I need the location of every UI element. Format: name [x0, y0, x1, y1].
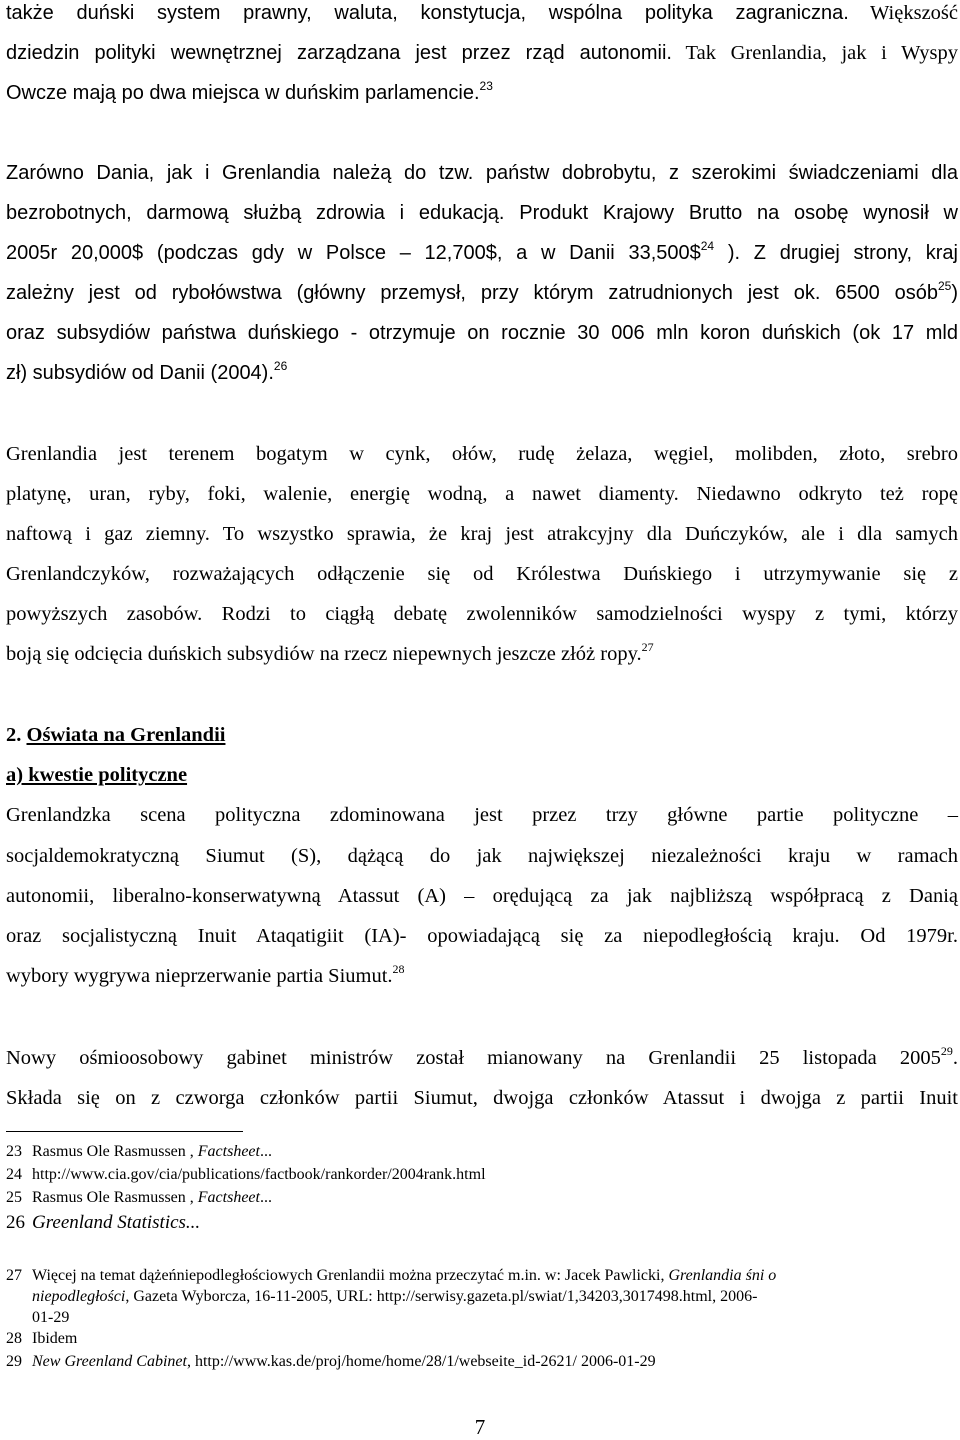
- text-run: To wszystko sprawia, że kraj jest atrakcyjny dla Duńczyków, ale i dla samych: [222, 523, 958, 545]
- footnote-italic: Factsheet: [197, 1143, 260, 1160]
- text-run: boją się odcięcia duńskich subsydiów na rzecz niepewnych jeszcze złóż ropy.: [6, 643, 642, 665]
- footnote-link[interactable]: , http://www.kas.de/proj/home/home/28/1/webseite_id-2621/ 2006-01-29: [186, 1353, 656, 1370]
- footnote: [6, 1212, 952, 1233]
- paragraph-line: [6, 80, 958, 108]
- paragraph-line: [6, 481, 958, 507]
- text-run: socjaldemokratyczną Siumut (S), dążącą do jak największej niezależności kraju w ramach: [6, 845, 958, 867]
- text-run: zł) subsydiów od Danii (2004).: [6, 362, 274, 384]
- footnote: [6, 1328, 952, 1349]
- paragraph-line: [6, 1085, 958, 1111]
- text-run: wybory wygrywa nieprzerwanie partia Siumut.: [6, 965, 393, 987]
- text-run: 6500 osób: [835, 282, 938, 304]
- paragraph-line: [6, 360, 958, 388]
- footnote-number: 26: [6, 1212, 25, 1233]
- text-run: Większość: [870, 2, 958, 24]
- footnote-number: 28: [6, 1330, 22, 1347]
- footnote: [6, 1351, 952, 1372]
- subsection-heading: [6, 762, 958, 788]
- text-run: Składa się on z czworga członków partii Siumut, dwojga członków Atassut i dwojga z partii Inuit: [6, 1087, 958, 1109]
- text-run: autonomii, liberalno-konserwatywną Atassut (A) – orędującą za jak najbliższą współpracą z Danią: [6, 885, 958, 907]
- footnote-text: 01-29: [32, 1309, 70, 1326]
- footnote-continuation: [32, 1286, 952, 1307]
- text-run: Produkt Krajowy Brutto na osobę wynosił w: [519, 202, 958, 224]
- footnote: [6, 1141, 952, 1162]
- footnote: [6, 1164, 952, 1185]
- footnote-text: Ibidem: [32, 1330, 78, 1347]
- text-run: Nowy ośmioosobowy gabinet ministrów został mianowany na Grenlandii 25 listopada 2005: [6, 1047, 941, 1069]
- paragraph-line: [6, 561, 958, 587]
- footnote: [6, 1187, 952, 1208]
- footnote-number: 23: [6, 1143, 22, 1160]
- footnote-ref: 23: [479, 79, 493, 93]
- footnote-ref: 27: [641, 640, 654, 654]
- footnote: [6, 1265, 952, 1286]
- text-run: Zarówno Dania, jak i Grenlandia należą do tzw.: [6, 162, 474, 184]
- text-run: bezrobotnych, darmową służbą zdrowia i edukacją.: [6, 202, 505, 224]
- footnote-italic: Factsheet: [197, 1189, 260, 1206]
- footnote-link[interactable]: http://www.cia.gov/cia/publications/factbook/rankorder/2004rank.html: [32, 1166, 486, 1183]
- paragraph-line: [6, 320, 958, 346]
- footnote-ref: 25: [937, 279, 952, 293]
- footnote-italic: Grenlandia śni o: [668, 1267, 777, 1284]
- paragraph-line: [6, 0, 958, 26]
- paragraph-line: [6, 601, 958, 627]
- footnote-text: Rasmus Ole Rasmussen ,: [32, 1143, 198, 1160]
- text-run: Grenlandzka scena polityczna zdominowana jest przez trzy główne partie polityczne –: [6, 804, 958, 826]
- footnote-ref: 29: [940, 1044, 953, 1058]
- footnote-text: Rasmus Ole Rasmussen ,: [32, 1189, 198, 1206]
- footnote-text: Więcej na temat dążeńniepodległościowych Grenlandii można przeczytać m.in. w: Jacek Pawlicki,: [32, 1267, 669, 1284]
- footnote-text: ...: [259, 1189, 272, 1206]
- text-run: ): [951, 282, 958, 304]
- footnote-text: ...: [259, 1143, 272, 1160]
- footnote-italic: Greenland Statistics...: [32, 1212, 201, 1233]
- heading-title: Oświata na Grenlandii: [26, 724, 226, 746]
- text-run: Niedawno odkryto też ropę: [696, 483, 959, 505]
- paragraph-line: [6, 923, 958, 949]
- text-run: .: [952, 1047, 958, 1069]
- paragraph-line: [6, 963, 958, 991]
- footnote-text[interactable]: , Gazeta Wyborcza, 16-11-2005, URL: http://serwisy.gazeta.pl/swiat/1,34203,3017498.html, 2006-: [125, 1288, 758, 1305]
- paragraph-line: [6, 1045, 958, 1073]
- heading-title: a) kwestie polityczne: [6, 764, 188, 786]
- footnote-number: 27: [6, 1267, 22, 1284]
- text-run: ).: [714, 242, 741, 264]
- footnote-ref: 24: [700, 239, 715, 253]
- text-run: platynę, uran, ryby, foki, walenie, energię wodną, a nawet diamenty.: [6, 483, 679, 505]
- text-run: naftową i gaz ziemny.: [6, 523, 210, 545]
- text-run: Tak Grenlandia, jak i Wyspy: [685, 42, 958, 64]
- footnote-italic: New Greenland Cabinet: [32, 1353, 187, 1370]
- text-run: Grenlandczyków, rozważających odłączenie się od Królestwa Duńskiego i utrzymywanie się z: [6, 563, 958, 585]
- heading-number: 2.: [6, 724, 22, 746]
- paragraph-line: [6, 802, 958, 828]
- paragraph-line: [6, 843, 958, 869]
- paragraph-line: [6, 40, 958, 66]
- footnote-number: 29: [6, 1353, 22, 1370]
- text-run: Owcze mają po dwa miejsca w duńskim parlamencie.: [6, 82, 480, 104]
- paragraph-line: [6, 240, 958, 268]
- paragraph-line: [6, 200, 958, 226]
- text-run: oraz socjalistyczną Inuit Ataqatigiit (IA)- opowiadającą się za niepodległością kraju. Od 1979r.: [6, 925, 958, 947]
- paragraph-line: [6, 280, 958, 308]
- paragraph-line: [6, 641, 958, 669]
- text-run: państw dobrobytu, z szerokimi świadczeniami dla: [485, 162, 958, 184]
- footnote-number: 24: [6, 1166, 22, 1183]
- text-run: powyższych zasobów.: [6, 603, 203, 625]
- footnote-ref: 26: [273, 359, 288, 373]
- text-run: Z drugiej strony, kraj: [753, 242, 958, 264]
- footnote-ref: 28: [392, 962, 405, 976]
- paragraph-line: [6, 441, 958, 467]
- text-run: oraz subsydiów państwa duńskiego - otrzymuje on rocznie 30 006 mln koron duńskich (ok 17 mld: [6, 322, 958, 344]
- text-run: dziedzin polityki wewnętrznej zarządzana jest przez rząd autonomii.: [6, 42, 672, 64]
- section-heading: [6, 722, 958, 748]
- paragraph-line: [6, 160, 958, 186]
- footnote-continuation: [32, 1307, 952, 1328]
- text-run: 2005r 20,000$ (podczas gdy w Polsce – 12,700$, a w Danii 33,500$: [6, 242, 701, 264]
- footnote-separator: [6, 1131, 243, 1132]
- footnote-number: 25: [6, 1189, 22, 1206]
- text-run: Grenlandia jest terenem bogatym w cynk, ołów, rudę żelaza, węgiel, molibden, złoto, srebro: [6, 443, 958, 465]
- text-run: także duński system prawny, waluta, konstytucja, wspólna polityka zagraniczna.: [6, 2, 849, 24]
- footnote-italic: niepodległości: [32, 1288, 126, 1305]
- text-run: zależny jest od rybołówstwa (główny przemysł, przy którym zatrudnionych jest ok.: [6, 282, 821, 304]
- paragraph-line: [6, 521, 958, 547]
- paragraph-line: [6, 883, 958, 909]
- text-run: Rodzi to ciągłą debatę zwolenników samodzielności wyspy z tymi, którzy: [221, 603, 959, 625]
- page-number: 7: [474, 1415, 486, 1439]
